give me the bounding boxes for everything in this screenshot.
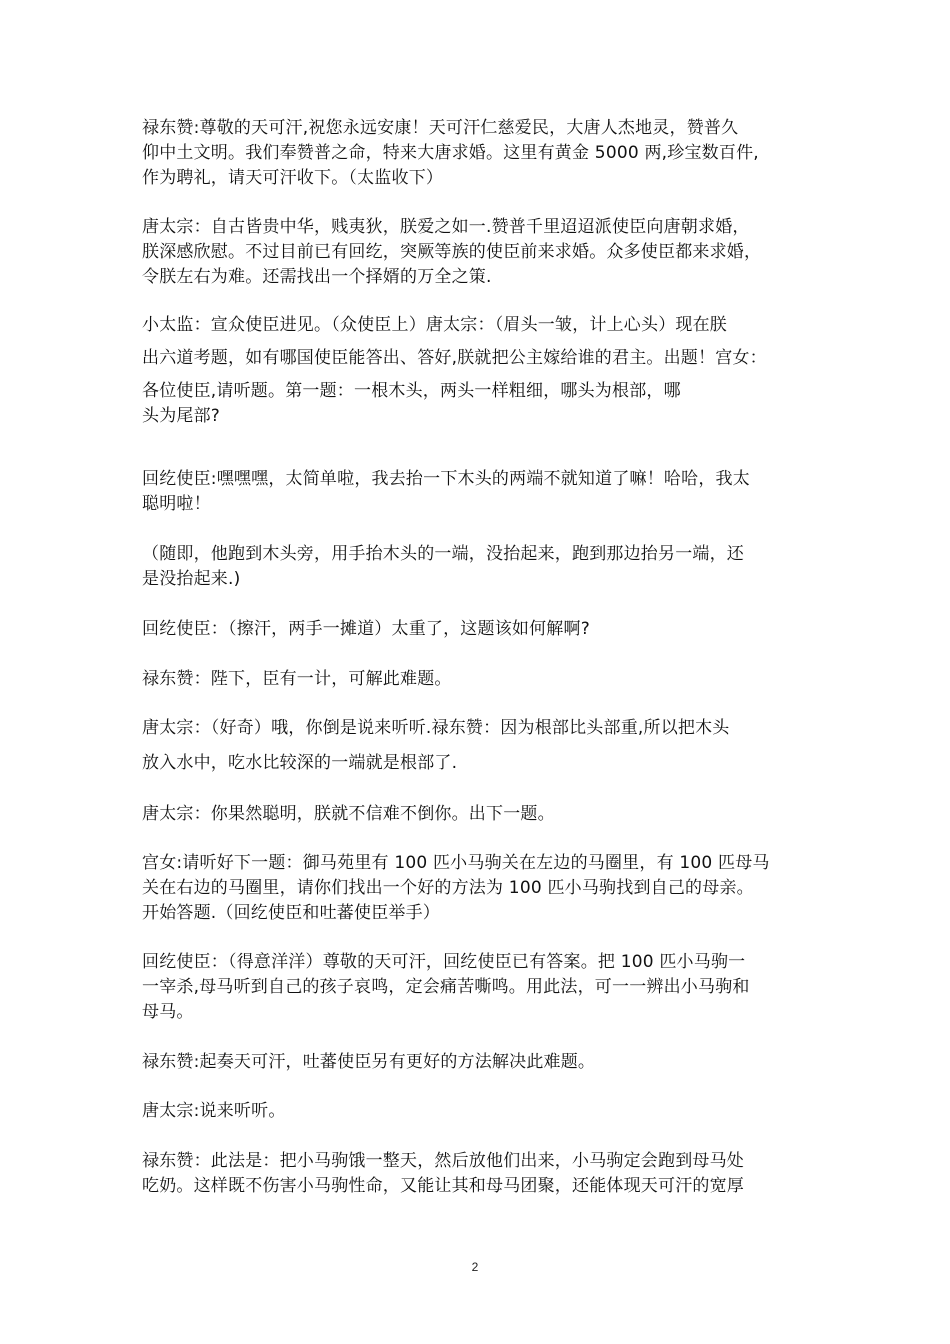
- text-line: 回纥使臣：（得意洋洋）尊敬的天可汗，回纥使臣已有答案。把 100 匹小马驹一: [142, 952, 746, 972]
- text-line: 一宰杀,母马听到自己的孩子哀鸣，定会痛苦嘶鸣。用此法，可一一辨出小马驹和: [142, 977, 750, 997]
- paragraph-2: [142, 215, 822, 290]
- paragraph-13: [142, 851, 822, 926]
- text-line: 放入水中，吃水比较深的一端就是根部了.: [142, 753, 458, 773]
- paragraph-3: [142, 313, 822, 338]
- text-line: 是没抬起来.): [142, 569, 241, 589]
- text-line: 关在右边的马圈里，请你们找出一个好的方法为 100 匹小马驹找到自己的母亲。: [142, 878, 754, 898]
- text-line: 吃奶。这样既不伤害小马驹性命，又能让其和母马团聚，还能体现天可汗的宽厚: [142, 1176, 744, 1196]
- text-line: 朕深感欣慰。不过目前已有回纥，突厥等族的使臣前来求婚。众多使臣都来求婚，: [142, 242, 762, 262]
- page-number: 2: [471, 1260, 479, 1274]
- text-line: 令朕左右为难。还需找出一个择婿的万全之策.: [142, 267, 492, 287]
- paragraph-7: [142, 542, 822, 592]
- text-line: 回纥使臣：（擦汗，两手一摊道）太重了，这题该如何解啊?: [142, 619, 590, 639]
- text-line: 聪明啦！: [142, 494, 211, 514]
- paragraph-10: [142, 716, 822, 741]
- text-line: （随即，他跑到木头旁，用手抬木头的一端，没抬起来，跑到那边抬另一端，还: [142, 544, 744, 564]
- text-line: 禄东赞：此法是：把小马驹饿一整天，然后放他们出来，小马驹定会跑到母马处: [142, 1151, 744, 1171]
- text-line: 母马。: [142, 1002, 194, 1022]
- text-line: 唐太宗：（好奇）哦，你倒是说来听听.禄东赞：因为根部比头部重,所以把木头: [142, 718, 730, 738]
- text-line: 各位使臣,请听题。第一题：一根木头，两头一样粗细，哪头为根部，哪: [142, 381, 681, 401]
- text-line: 作为聘礼，请天可汗收下。（太监收下）: [142, 168, 444, 188]
- paragraph-15: [142, 1050, 822, 1075]
- paragraph-17: [142, 1149, 822, 1199]
- text-line: 禄东赞：陛下，臣有一计，可解此难题。: [142, 669, 452, 689]
- paragraph-4: [142, 346, 822, 371]
- text-line: 禄东赞:尊敬的天可汗,祝您永远安康！天可汗仁慈爱民，大唐人杰地灵，赞普久: [142, 118, 739, 138]
- text-line: 开始答题.（回纥使臣和吐蕃使臣举手）: [142, 903, 441, 923]
- text-line: 出六道考题，如有哪国使臣能答出、答好,朕就把公主嫁给谁的君主。出题！宫女：: [142, 348, 767, 368]
- text-line: 宫女:请听好下一题：御马苑里有 100 匹小马驹关在左边的马圈里，有 100 匹母马: [142, 853, 770, 873]
- paragraph-16: [142, 1099, 822, 1124]
- text-line: 头为尾部?: [142, 406, 221, 426]
- text-line: 仰中土文明。我们奉赞普之命，特来大唐求婚。这里有黄金 5000 两,珍宝数百件,: [142, 143, 759, 163]
- paragraph-14: [142, 950, 822, 1025]
- text-line: 小太监：宣众使臣进见。（众使臣上）唐太宗：（眉头一皱，计上心头）现在朕: [142, 315, 727, 335]
- paragraph-9: [142, 667, 822, 692]
- paragraph-6: [142, 467, 822, 517]
- text-line: 唐太宗:说来听听。: [142, 1101, 286, 1121]
- paragraph-12: [142, 802, 822, 827]
- paragraph-11: [142, 751, 822, 776]
- text-line: 唐太宗：自古皆贵中华，贱夷狄，朕爱之如一.赞普千里迢迢派使臣向唐朝求婚，: [142, 217, 750, 237]
- text-line: 唐太宗：你果然聪明，朕就不信难不倒你。出下一题。: [142, 804, 555, 824]
- paragraph-5: [142, 379, 822, 429]
- paragraph-8: [142, 617, 822, 642]
- text-line: 回纥使臣:嘿嘿嘿，太简单啦，我去抬一下木头的两端不就知道了嘛！哈哈，我太: [142, 469, 750, 489]
- paragraph-1: [142, 116, 822, 191]
- text-line: 禄东赞:起奏天可汗，吐蕃使臣另有更好的方法解决此难题。: [142, 1052, 596, 1072]
